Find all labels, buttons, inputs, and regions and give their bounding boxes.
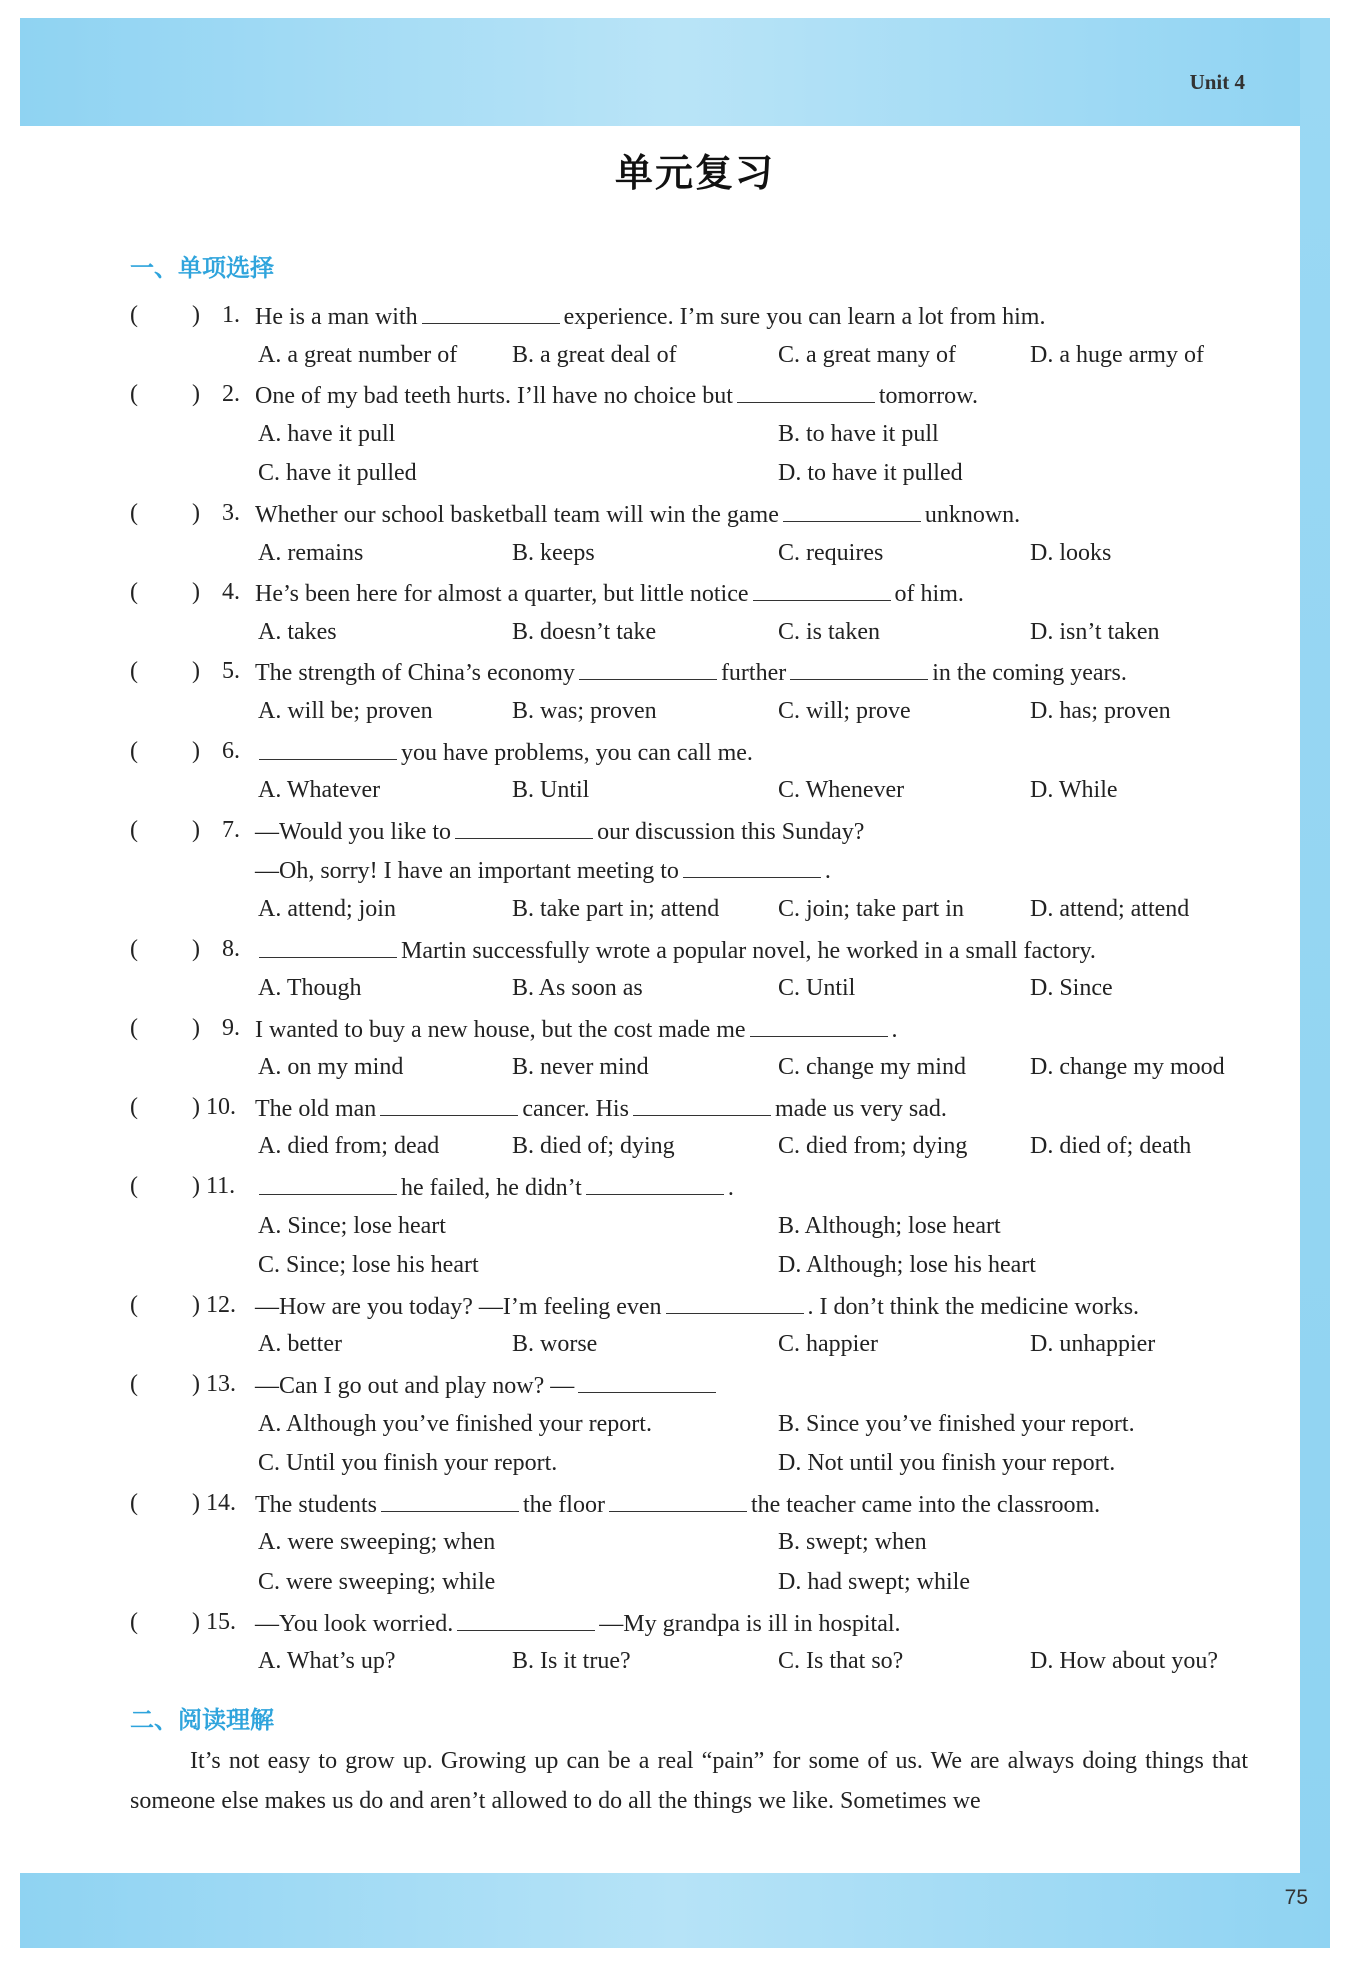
question-text: He is a man with (255, 304, 418, 330)
question-number: 9. (222, 1014, 240, 1041)
option-a[interactable]: A. have it pull (258, 420, 396, 447)
options-line (130, 1246, 1270, 1286)
question-text: unknown. (924, 501, 1021, 528)
answer-paren-close: ) (192, 302, 200, 328)
question-number: 11. (206, 1173, 236, 1200)
answer-blank[interactable] (790, 652, 928, 680)
answer-paren-close: ) (192, 579, 200, 606)
options-line (130, 1048, 1270, 1088)
option-c[interactable]: C. Is that so? (778, 1648, 904, 1675)
answer-paren-close: ) (192, 1014, 200, 1041)
question-stem (255, 732, 753, 774)
question-text: experience. I’m sure you can learn a lot from him. (563, 304, 1046, 330)
option-d[interactable]: D. a huge army of (1030, 341, 1204, 368)
unit-label: Unit 4 (1189, 70, 1245, 94)
question-stem (255, 930, 1096, 972)
option-d[interactable]: D. attend; attend (1030, 895, 1190, 922)
option-b[interactable]: B. a great deal of (512, 341, 677, 368)
question-text: The strength of China’s economy (255, 660, 575, 687)
question-line (130, 811, 1270, 851)
option-a[interactable]: A. Although you’ve finished your report. (258, 1410, 652, 1437)
answer-blank[interactable] (586, 1167, 724, 1195)
option-d[interactable]: D. How about you? (1030, 1648, 1218, 1675)
answer-blank[interactable] (422, 296, 560, 324)
answer-paren-open: ( (130, 381, 138, 408)
question-text: One of my bad teeth hurts. I’ll have no choice but (255, 383, 733, 410)
answer-paren-close: ) (192, 1291, 200, 1318)
page-number: 75 (1284, 1886, 1308, 1909)
question-text: you have problems, you can call me. (401, 739, 753, 766)
question-text: —Can I go out and play now? — (255, 1373, 575, 1400)
answer-paren-close: ) (192, 499, 200, 526)
question-stem (255, 1009, 898, 1051)
section-heading-multiple-choice: 一、单项选择 (130, 254, 274, 282)
question-text: he failed, he didn’t (401, 1175, 582, 1202)
options-line (130, 1207, 1270, 1247)
option-c[interactable]: C. died from; dying (778, 1133, 968, 1160)
question-line (130, 1286, 1270, 1326)
options-line (130, 454, 1270, 494)
option-a[interactable]: A. Whatever (258, 777, 381, 804)
answer-paren-open: ( (130, 499, 138, 526)
option-a[interactable]: A. What’s up? (258, 1648, 396, 1675)
top-header-band (20, 18, 1330, 126)
question-stem (255, 1167, 734, 1209)
option-c[interactable]: C. Until you finish your report. (258, 1450, 558, 1477)
question-line (130, 930, 1270, 970)
answer-blank[interactable] (753, 573, 891, 601)
answer-blank[interactable] (737, 375, 875, 403)
options-line (130, 1405, 1270, 1445)
answer-paren-open: ( (130, 737, 138, 764)
options-line (130, 1444, 1270, 1484)
question-number: 13. (206, 1371, 236, 1398)
question-number: 7. (222, 816, 240, 843)
answer-paren-open: ( (130, 935, 138, 962)
question-stem (255, 375, 978, 417)
option-d[interactable]: D. While (1030, 777, 1118, 804)
question-number: 5. (222, 658, 240, 685)
option-a[interactable]: A. will be; proven (258, 697, 433, 724)
answer-blank[interactable] (666, 1286, 804, 1314)
option-b[interactable]: B. died of; dying (512, 1133, 675, 1160)
question-stem (255, 652, 1127, 694)
question-line (130, 652, 1270, 692)
option-a[interactable]: A. Since; lose heart (258, 1212, 446, 1239)
question-number: 8. (222, 935, 240, 962)
answer-paren-open: ( (130, 1014, 138, 1041)
reading-passage (130, 1742, 1248, 1821)
option-d[interactable]: D. isn’t taken (1030, 618, 1160, 645)
options-line (130, 613, 1270, 653)
option-b[interactable]: B. never mind (512, 1054, 649, 1081)
answer-paren-open: ( (130, 816, 138, 843)
option-d[interactable]: D. looks (1030, 539, 1112, 566)
question-line (130, 1365, 1270, 1405)
option-a[interactable]: A. Though (258, 975, 362, 1002)
option-b[interactable]: B. Although; lose heart (778, 1212, 1001, 1239)
answer-blank[interactable] (633, 1088, 771, 1116)
question-text: the teacher came into the classroom. (750, 1491, 1101, 1518)
question-line (130, 732, 1270, 772)
option-c[interactable]: C. requires (778, 539, 884, 566)
option-a[interactable]: A. attend; join (258, 895, 396, 922)
question-text: made us very sad. (774, 1095, 947, 1122)
option-d[interactable]: D. Since (1030, 975, 1113, 1002)
answer-paren-close: ) (192, 1173, 200, 1200)
answer-paren-open: ( (130, 1173, 138, 1200)
question-text: of him. (894, 581, 964, 608)
option-b[interactable]: B. keeps (512, 539, 595, 566)
answer-blank[interactable] (783, 494, 921, 522)
option-c[interactable]: C. have it pulled (258, 460, 417, 487)
question-text: —You look worried. (255, 1610, 454, 1637)
question-stem (255, 850, 831, 892)
answer-blank[interactable] (609, 1484, 747, 1512)
question-stem (255, 1365, 720, 1407)
answer-paren-close: ) (192, 381, 200, 408)
answer-paren-open: ( (130, 1608, 138, 1635)
option-d[interactable]: D. died of; death (1030, 1133, 1192, 1160)
passage-paragraph: It’s not easy to grow up. Growing up can be a real “pain” for some of us. We are always doing things that someone else makes us do and aren’t allowed to do all the things we like. Sometimes we (130, 1748, 1248, 1814)
question-line (130, 1167, 1270, 1207)
question-text: . (824, 858, 831, 885)
question-text: . (891, 1016, 898, 1043)
answer-paren-close: ) (192, 1371, 200, 1398)
question-stem (255, 296, 1045, 338)
option-c[interactable]: C. change my mind (778, 1054, 966, 1081)
answer-blank[interactable] (380, 1088, 518, 1116)
question-number: 12. (206, 1291, 236, 1318)
options-line (130, 415, 1270, 455)
options-line (130, 1563, 1270, 1603)
question-number: 14. (206, 1489, 236, 1516)
question-text: cancer. His (522, 1095, 629, 1122)
question-text: the floor (522, 1491, 605, 1518)
option-b[interactable]: B. As soon as (512, 975, 643, 1002)
question-line (130, 494, 1270, 534)
option-d[interactable]: D. Not until you finish your report. (778, 1450, 1116, 1477)
question-text: Martin successfully wrote a popular novel, he worked in a small factory. (401, 937, 1096, 964)
question-number: 1. (222, 302, 240, 328)
option-c[interactable]: C. Until (778, 975, 856, 1002)
option-b[interactable]: B. take part in; attend (512, 895, 720, 922)
question-text: —My grandpa is ill in hospital. (599, 1610, 901, 1637)
question-text: tomorrow. (878, 383, 978, 410)
answer-paren-open: ( (130, 658, 138, 685)
option-a[interactable]: A. a great number of (258, 341, 458, 368)
answer-paren-close: ) (192, 1608, 200, 1635)
answer-paren-open: ( (130, 1371, 138, 1398)
answer-paren-close: ) (192, 737, 200, 764)
option-d[interactable]: D. unhappier (1030, 1331, 1156, 1358)
option-d[interactable]: D. has; proven (1030, 697, 1171, 724)
question-line (130, 296, 1270, 336)
question-number: 4. (222, 579, 240, 606)
question-text: our discussion this Sunday? (597, 818, 865, 845)
question-stem (255, 811, 864, 853)
answer-blank[interactable] (259, 1167, 397, 1195)
question-text: —How are you today? —I’m feeling even (255, 1293, 662, 1320)
options-line (130, 890, 1270, 930)
question-text: I wanted to buy a new house, but the cost made me (255, 1016, 746, 1043)
option-b[interactable]: B. Is it true? (512, 1648, 631, 1675)
option-b[interactable]: B. doesn’t take (512, 618, 657, 645)
answer-blank[interactable] (259, 732, 397, 760)
question-number: 6. (222, 737, 240, 764)
answer-blank[interactable] (455, 811, 593, 839)
option-c[interactable]: C. happier (778, 1331, 878, 1358)
options-line (130, 969, 1270, 1009)
option-a[interactable]: A. on my mind (258, 1054, 404, 1081)
answer-blank[interactable] (579, 652, 717, 680)
option-c[interactable]: C. join; take part in (778, 895, 964, 922)
answer-paren-close: ) (192, 935, 200, 962)
option-a[interactable]: A. died from; dead (258, 1133, 440, 1160)
option-c[interactable]: C. Since; lose his heart (258, 1252, 479, 1279)
answer-paren-close: ) (192, 816, 200, 843)
question-text: —Would you like to (255, 818, 452, 845)
option-b[interactable]: B. Until (512, 777, 590, 804)
question-text: The old man (255, 1095, 377, 1122)
answer-blank[interactable] (381, 1484, 519, 1512)
option-c[interactable]: C. Whenever (778, 777, 905, 804)
answer-blank[interactable] (683, 850, 821, 878)
answer-blank[interactable] (457, 1603, 595, 1631)
question-stem (255, 1484, 1100, 1526)
answer-paren-open: ( (130, 1093, 138, 1120)
answer-paren-open: ( (130, 579, 138, 606)
option-b[interactable]: B. Since you’ve finished your report. (778, 1410, 1135, 1437)
answer-blank[interactable] (750, 1009, 888, 1037)
question-stem (255, 1603, 901, 1645)
question-stem (255, 1286, 1139, 1328)
answer-paren-close: ) (192, 1093, 200, 1120)
question-text: Whether our school basketball team will win the game (255, 501, 779, 528)
bottom-footer-band (20, 1873, 1330, 1948)
question-text: . (727, 1175, 734, 1202)
option-b[interactable]: B. was; proven (512, 697, 657, 724)
answer-paren-open: ( (130, 302, 138, 328)
options-line (130, 1325, 1270, 1365)
option-c[interactable]: C. a great many of (778, 341, 956, 368)
question-text: The students (255, 1491, 377, 1518)
options-line (130, 692, 1270, 732)
options-line (130, 1127, 1270, 1167)
page-title: 单元复习 (614, 151, 775, 195)
option-b[interactable]: B. swept; when (778, 1529, 927, 1556)
option-d[interactable]: D. to have it pulled (778, 460, 963, 487)
section-heading-reading: 二、阅读理解 (130, 1706, 274, 1734)
question-line (130, 850, 1270, 890)
question-list (130, 296, 1270, 1682)
options-line (130, 1642, 1270, 1682)
question-stem (255, 573, 964, 615)
question-text: —Oh, sorry! I have an important meeting to (255, 858, 679, 885)
option-d[interactable]: D. had swept; while (778, 1569, 970, 1595)
option-a[interactable]: A. were sweeping; when (258, 1529, 496, 1556)
options-line (130, 534, 1270, 574)
options-line (130, 336, 1270, 376)
answer-paren-close: ) (192, 658, 200, 685)
answer-blank[interactable] (259, 930, 397, 958)
options-line (130, 1523, 1270, 1563)
answer-blank[interactable] (578, 1365, 716, 1393)
question-text: . I don’t think the medicine works. (807, 1293, 1140, 1320)
question-number: 10. (206, 1093, 236, 1120)
answer-paren-open: ( (130, 1489, 138, 1516)
question-text: He’s been here for almost a quarter, but little notice (255, 581, 749, 608)
option-c[interactable]: C. is taken (778, 618, 880, 645)
question-stem (255, 494, 1020, 536)
question-number: 2. (222, 381, 240, 408)
option-c[interactable]: C. were sweeping; while (258, 1569, 496, 1595)
option-d[interactable]: D. Although; lose his heart (778, 1252, 1036, 1279)
question-line (130, 375, 1270, 415)
question-line (130, 1603, 1270, 1643)
option-a[interactable]: A. remains (258, 539, 364, 566)
option-d[interactable]: D. change my mood (1030, 1054, 1225, 1081)
option-c[interactable]: C. will; prove (778, 697, 911, 724)
question-stem (255, 1088, 947, 1130)
question-number: 15. (206, 1608, 236, 1635)
option-a[interactable]: A. better (258, 1331, 342, 1358)
question-number: 3. (222, 499, 240, 526)
answer-paren-close: ) (192, 1489, 200, 1516)
question-text: further (720, 660, 787, 687)
right-side-band (1300, 18, 1330, 1948)
question-line (130, 1009, 1270, 1049)
question-text: in the coming years. (932, 660, 1127, 687)
options-line (130, 771, 1270, 811)
answer-paren-open: ( (130, 1291, 138, 1318)
question-line (130, 1088, 1270, 1128)
option-a[interactable]: A. takes (258, 618, 337, 645)
question-line (130, 573, 1270, 613)
option-b[interactable]: B. worse (512, 1331, 598, 1358)
question-line (130, 1484, 1270, 1524)
option-b[interactable]: B. to have it pull (778, 420, 939, 447)
